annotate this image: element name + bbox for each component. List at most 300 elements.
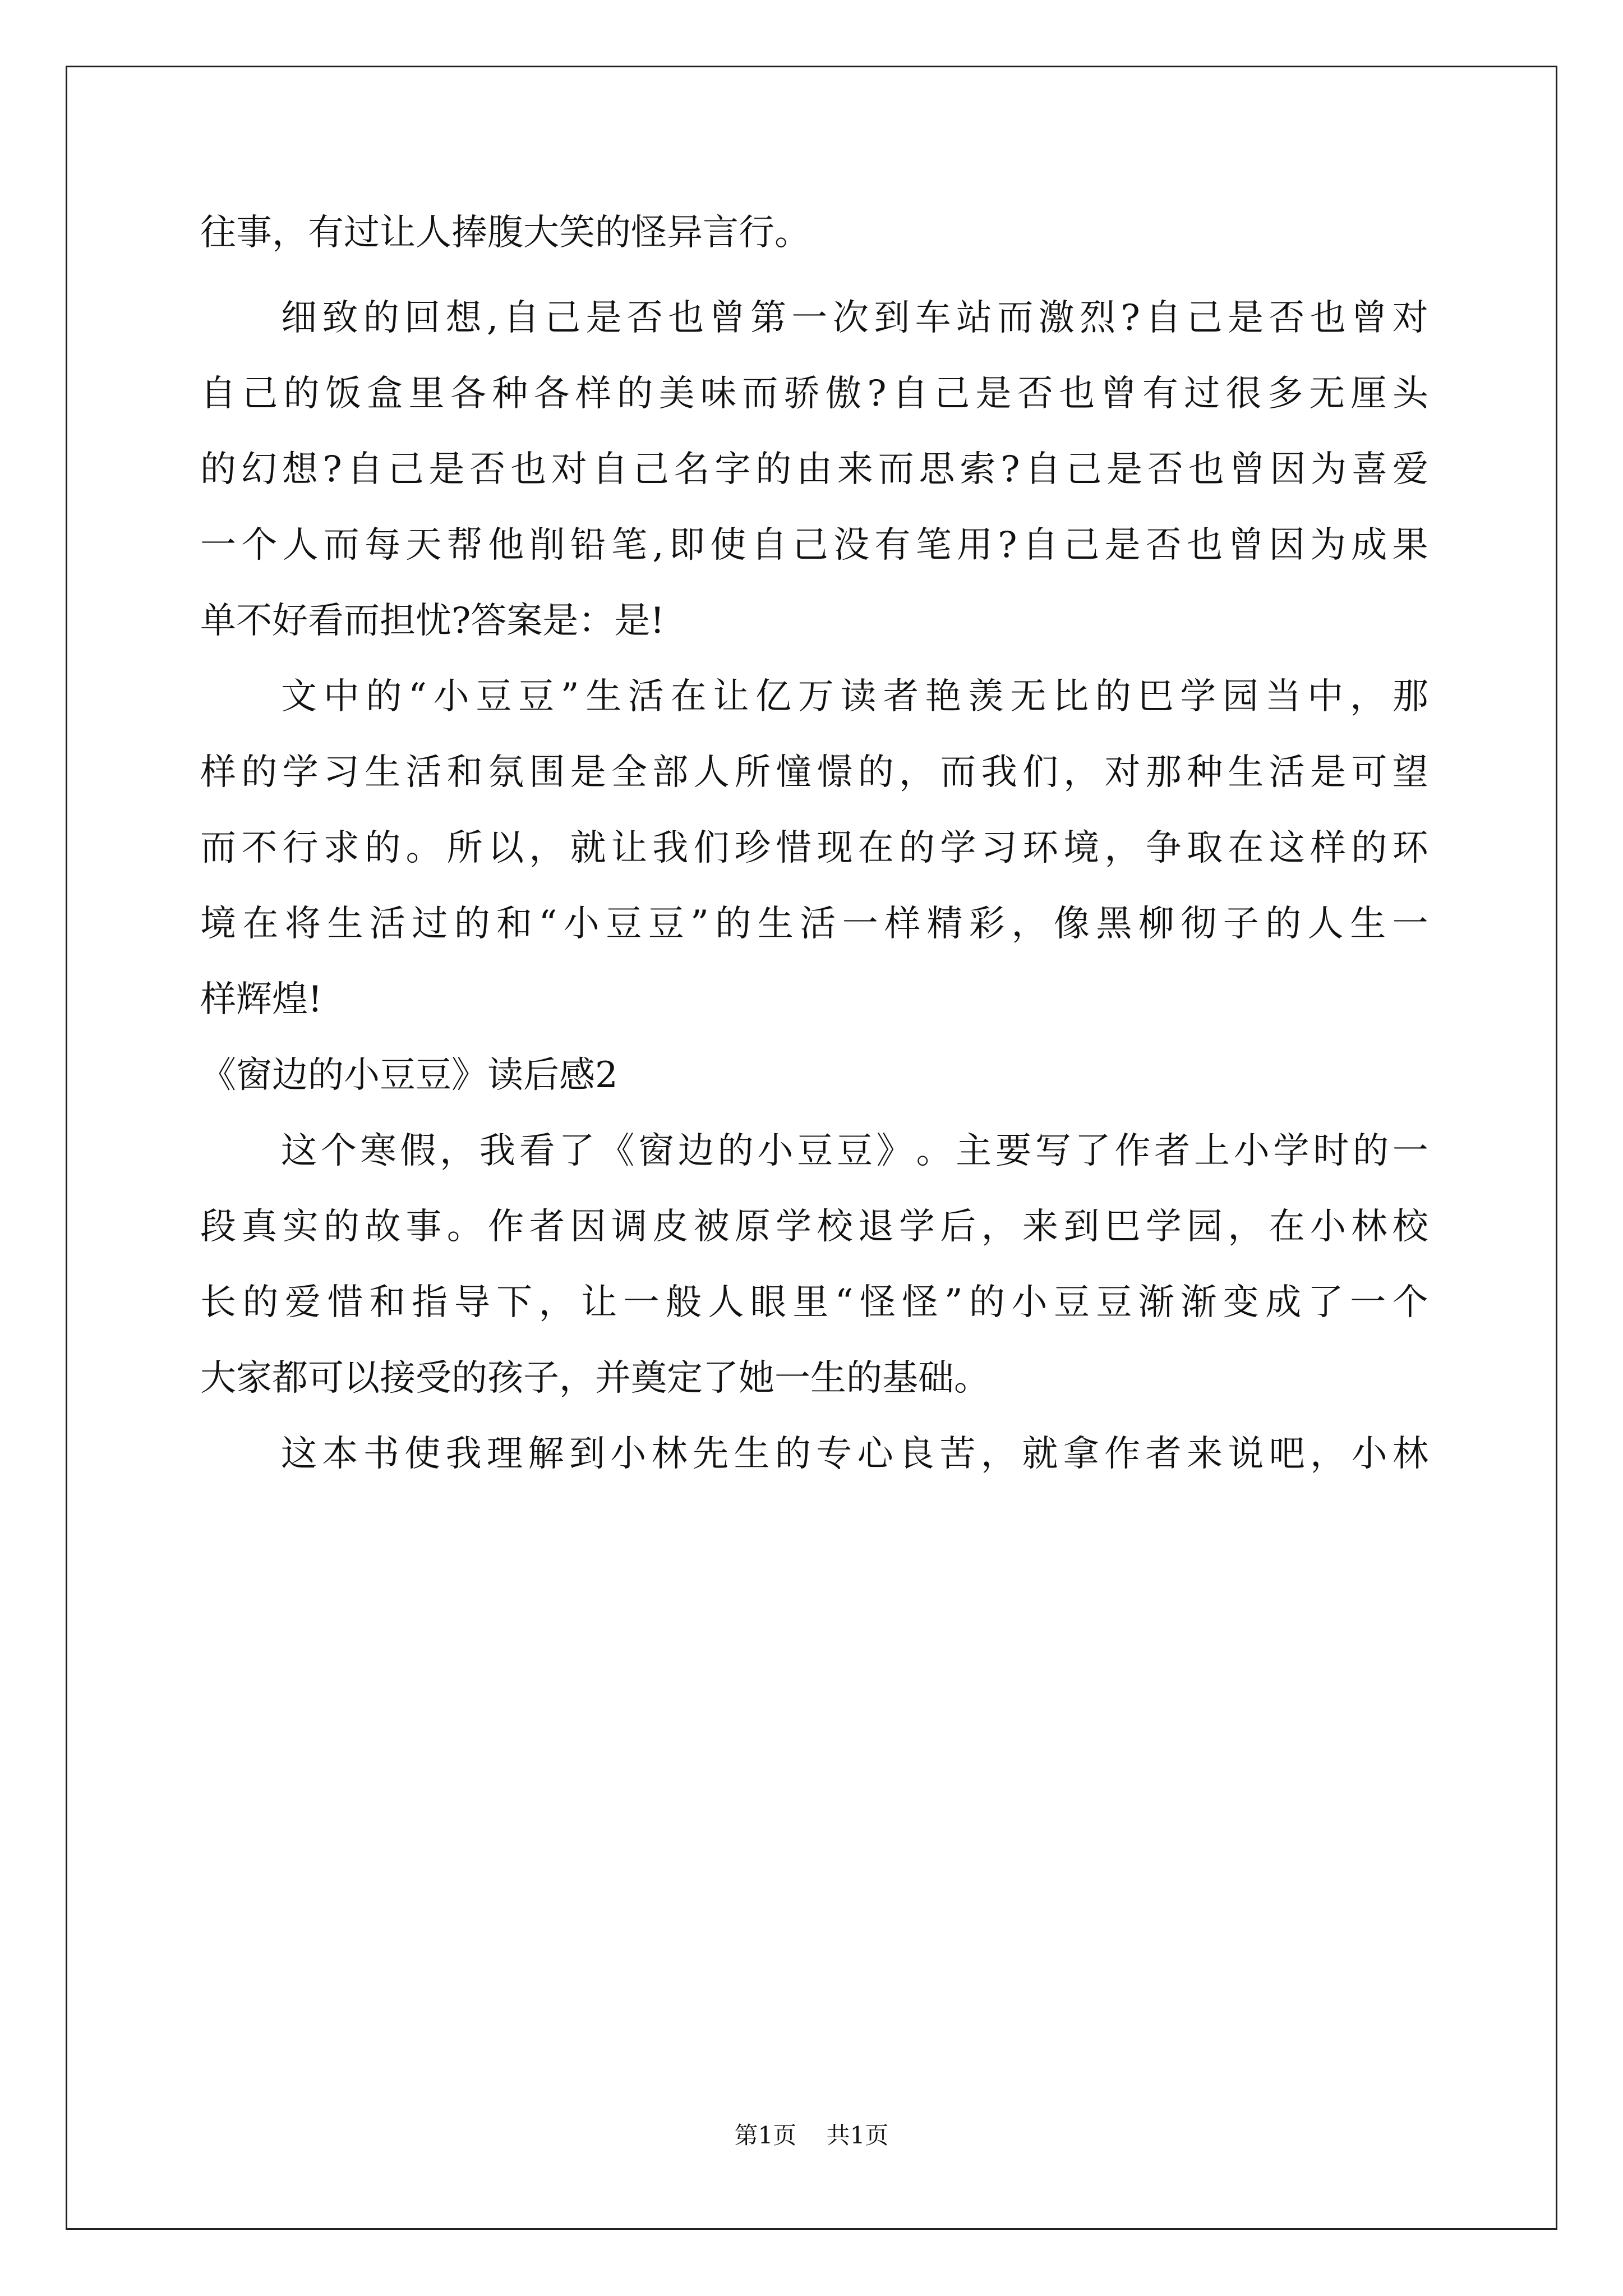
text-glyph: 而	[323, 524, 359, 566]
text-glyph: 自	[751, 524, 787, 566]
text-glyph: 般	[665, 1282, 702, 1323]
text-glyph: 样	[884, 903, 921, 945]
text-glyph: 环	[1022, 827, 1058, 869]
paragraph-line	[200, 447, 1428, 492]
text-glyph: 看	[519, 1130, 555, 1172]
text-glyph: 段	[200, 1206, 236, 1248]
text-glyph: 也	[668, 297, 704, 339]
text-glyph: 否	[469, 449, 506, 490]
text-glyph: 是	[1106, 449, 1143, 490]
text-glyph: 生	[757, 903, 794, 945]
text-glyph: 要	[995, 1130, 1032, 1172]
text-glyph: 巴	[1104, 1206, 1141, 1248]
page-number-footer: 第1页 共1页	[734, 2122, 889, 2149]
text-glyph: 而	[997, 297, 1034, 339]
text-glyph: 生	[365, 752, 401, 793]
text-glyph: 学	[776, 1206, 812, 1248]
text-glyph: 喜	[1352, 449, 1388, 490]
text-glyph: 车	[915, 297, 951, 339]
text-glyph: 部	[652, 752, 689, 793]
text-glyph: 学	[282, 752, 319, 793]
text-glyph: 否	[1269, 297, 1305, 339]
text-glyph: 人	[1307, 903, 1344, 945]
text-glyph: 生	[585, 676, 622, 717]
text-glyph: 珍	[734, 827, 771, 869]
text-glyph: 生	[1350, 903, 1386, 945]
text-glyph: 憧	[776, 752, 812, 793]
text-glyph: 林	[651, 1433, 688, 1475]
text-glyph: 学	[1273, 1130, 1310, 1172]
paragraph-line	[200, 1280, 1428, 1325]
text-glyph: 是	[428, 449, 465, 490]
paragraph-line	[200, 826, 1428, 871]
text-glyph: 己	[934, 373, 970, 415]
text-glyph: ，	[529, 827, 565, 869]
text-glyph: 良	[898, 1433, 935, 1475]
text-glyph: 的	[969, 1282, 1006, 1323]
text-glyph: 习	[981, 827, 1017, 869]
text-glyph: 彻	[1181, 903, 1217, 945]
text-glyph: 比	[1053, 676, 1089, 717]
text-glyph: 学	[940, 827, 976, 869]
text-glyph: 是	[1104, 524, 1141, 566]
text-glyph: 羡	[967, 676, 1004, 717]
text-glyph: 以	[488, 827, 524, 869]
text-glyph: 惜	[776, 827, 812, 869]
text-glyph: 学	[899, 1206, 935, 1248]
text-glyph: 样	[575, 373, 611, 415]
paragraph-line	[200, 674, 1428, 719]
text-glyph: 的	[715, 903, 751, 945]
text-glyph: 让	[581, 1282, 617, 1323]
text-glyph: 是	[570, 752, 606, 793]
text-glyph: 心	[857, 1433, 893, 1475]
text-glyph: ?	[867, 373, 887, 415]
text-glyph: ”	[944, 1282, 963, 1323]
text-glyph: 上	[1193, 1130, 1230, 1172]
text-glyph: 一	[623, 1282, 660, 1323]
text-glyph: 各	[533, 373, 570, 415]
text-glyph: 无	[1010, 676, 1046, 717]
text-glyph: 的	[717, 1130, 754, 1172]
text-glyph: 是	[585, 297, 622, 339]
text-glyph: 激	[1038, 297, 1075, 339]
text-glyph: 作	[488, 1206, 524, 1248]
text-glyph: 小	[1351, 1433, 1387, 1475]
text-glyph: 我	[981, 752, 1017, 793]
text-glyph: 过	[412, 903, 448, 945]
text-glyph: 削	[529, 524, 565, 566]
text-glyph: 亿	[755, 676, 792, 717]
text-glyph: 全	[611, 752, 647, 793]
text-glyph: 自	[892, 373, 928, 415]
text-glyph: 苦	[939, 1433, 976, 1475]
text-glyph: 书	[363, 1433, 399, 1475]
text-glyph: 望	[1392, 752, 1428, 793]
text-glyph: 很	[1225, 373, 1262, 415]
text-glyph: 憬	[817, 752, 853, 793]
paragraph-line	[200, 296, 1428, 341]
text-glyph: 果	[1392, 524, 1428, 566]
text-glyph: 回	[404, 297, 441, 339]
text-glyph: 当	[1265, 676, 1301, 717]
text-glyph: 无	[1309, 373, 1345, 415]
text-glyph: 在	[670, 676, 707, 717]
text-glyph: 为	[1310, 524, 1346, 566]
text-glyph: 美	[658, 373, 695, 415]
text-glyph: ，	[1104, 827, 1141, 869]
paragraph-line	[200, 750, 1428, 795]
text-glyph: 是	[1310, 752, 1347, 793]
text-glyph: 了	[1075, 1130, 1111, 1172]
text-glyph: 不	[241, 827, 278, 869]
text-glyph: 实	[282, 1206, 319, 1248]
text-glyph: 境	[200, 903, 236, 945]
text-glyph: 豆	[606, 903, 642, 945]
text-glyph: “	[408, 676, 427, 717]
text-glyph: 的	[365, 827, 401, 869]
text-glyph: 万	[797, 676, 834, 717]
text-glyph: 己	[633, 449, 669, 490]
text-glyph: 在	[1228, 827, 1264, 869]
text-glyph: 习	[323, 752, 359, 793]
text-glyph: 骄	[783, 373, 820, 415]
text-glyph: 林	[1351, 1206, 1387, 1248]
text-glyph: ?	[998, 524, 1017, 566]
text-glyph: 读	[840, 676, 877, 717]
text-glyph: 索	[960, 449, 996, 490]
text-glyph: ?	[1121, 297, 1140, 339]
text-glyph: 曾	[1351, 297, 1387, 339]
text-glyph: 自	[200, 373, 236, 415]
text-glyph: ”	[690, 903, 709, 945]
text-glyph: 求	[323, 827, 359, 869]
text-glyph: 里	[408, 373, 445, 415]
text-glyph: ,	[652, 524, 664, 566]
text-glyph: 曾	[709, 297, 745, 339]
paragraph-line	[200, 523, 1428, 568]
text-glyph: 园	[1187, 1206, 1223, 1248]
text-glyph: 。	[405, 827, 442, 869]
text-glyph: 将	[284, 903, 321, 945]
text-glyph: 而	[200, 827, 236, 869]
text-glyph: 生	[327, 903, 363, 945]
text-glyph: 》	[876, 1130, 912, 1172]
text-glyph: 次	[832, 297, 869, 339]
text-glyph: 活	[1269, 752, 1305, 793]
text-glyph: 头	[1392, 373, 1428, 415]
text-glyph: 学	[1180, 676, 1216, 717]
text-glyph: 艳	[925, 676, 961, 717]
text-glyph: 天	[405, 524, 442, 566]
text-glyph: 活	[369, 903, 405, 945]
text-glyph: 为	[1311, 449, 1347, 490]
text-glyph: 曾	[1100, 373, 1137, 415]
text-glyph: 怪	[902, 1282, 938, 1323]
text-glyph: 一	[842, 903, 878, 945]
text-glyph: ,	[486, 297, 499, 339]
text-glyph: 的	[1353, 1130, 1389, 1172]
text-glyph: 渐	[1181, 1282, 1217, 1323]
text-glyph: 解	[528, 1433, 564, 1475]
text-glyph: 在	[1269, 1206, 1305, 1248]
text-glyph: ?	[322, 449, 342, 490]
text-glyph: 过	[1184, 373, 1220, 415]
paragraph-line	[200, 1204, 1428, 1249]
text-glyph: 一	[791, 297, 828, 339]
text-glyph: ，	[980, 1433, 1017, 1475]
text-glyph: “	[538, 903, 557, 945]
text-glyph: 没	[833, 524, 870, 566]
text-glyph: 致	[322, 297, 358, 339]
text-glyph: 学	[1145, 1206, 1182, 1248]
text-glyph: 氛	[488, 752, 524, 793]
text-glyph: 由	[796, 449, 832, 490]
text-glyph: 的	[774, 1433, 811, 1475]
text-glyph: ，	[538, 1282, 575, 1323]
text-glyph: 豆	[1096, 1282, 1132, 1323]
text-glyph: 豆	[476, 676, 512, 717]
text-glyph: 想	[282, 449, 318, 490]
text-glyph: 在	[242, 903, 279, 945]
text-glyph: 校	[1392, 1206, 1428, 1248]
text-glyph: 对	[551, 449, 587, 490]
text-glyph: 也	[510, 449, 547, 490]
text-glyph: 作	[1104, 1433, 1141, 1475]
text-glyph: 人	[693, 752, 730, 793]
text-glyph: 的	[323, 1206, 359, 1248]
text-glyph: 怪	[859, 1282, 896, 1323]
text-glyph: 和	[446, 752, 483, 793]
text-glyph: 厘	[1350, 373, 1387, 415]
text-glyph: 细	[281, 297, 317, 339]
text-glyph: 者	[1154, 1130, 1191, 1172]
text-glyph: 说	[1228, 1433, 1264, 1475]
text-glyph: 味	[700, 373, 736, 415]
text-glyph: 。	[446, 1206, 483, 1248]
text-glyph: 小	[1233, 1130, 1270, 1172]
text-glyph: 是	[975, 373, 1012, 415]
text-glyph: 的	[241, 752, 278, 793]
text-glyph: 皮	[652, 1206, 689, 1248]
text-glyph: ，	[1011, 903, 1048, 945]
text-glyph: 铅	[570, 524, 606, 566]
text-glyph: 样	[200, 752, 236, 793]
text-glyph: 到	[569, 1433, 605, 1475]
text-glyph: 可	[1351, 752, 1387, 793]
text-glyph: 了	[559, 1130, 595, 1172]
text-glyph: 他	[488, 524, 524, 566]
text-glyph: 想	[445, 297, 482, 339]
text-glyph: 争	[1145, 827, 1182, 869]
paragraph-line: 单不好看而担忧?答案是：是!	[200, 600, 665, 642]
text-glyph: 曾	[1228, 524, 1264, 566]
text-glyph: 的	[1351, 827, 1387, 869]
text-glyph: 小	[433, 676, 469, 717]
text-glyph: 就	[1022, 1433, 1058, 1475]
text-glyph: 活	[405, 752, 442, 793]
text-glyph: 窗	[638, 1130, 675, 1172]
paragraph-line	[200, 1129, 1428, 1174]
text-glyph: 先	[693, 1433, 729, 1475]
text-glyph: 中	[323, 676, 359, 717]
text-glyph: 己	[792, 524, 828, 566]
text-glyph: 和	[496, 903, 533, 945]
text-glyph: 渐	[1138, 1282, 1174, 1323]
text-glyph: ，	[1063, 752, 1100, 793]
text-glyph: 在	[857, 827, 894, 869]
text-glyph: 这	[281, 1130, 317, 1172]
text-glyph: 事	[405, 1206, 442, 1248]
text-glyph: 的	[899, 827, 935, 869]
text-glyph: ，	[899, 752, 935, 793]
text-glyph: 用	[956, 524, 993, 566]
text-glyph: ?	[1000, 449, 1020, 490]
text-glyph: 豆	[518, 676, 555, 717]
text-glyph: 己	[242, 373, 278, 415]
text-glyph: 小	[757, 1130, 794, 1172]
text-glyph: 豆	[1053, 1282, 1090, 1323]
text-glyph: 己	[1066, 449, 1102, 490]
text-glyph: 自	[592, 449, 628, 490]
text-glyph: 傲	[825, 373, 861, 415]
text-glyph: 的	[617, 373, 653, 415]
text-glyph: 林	[1392, 1433, 1428, 1475]
text-glyph: 人	[708, 1282, 744, 1323]
text-glyph: 有	[874, 524, 911, 566]
text-glyph: 的	[1095, 676, 1131, 717]
text-glyph: 黑	[1096, 903, 1132, 945]
text-glyph: 我	[445, 1433, 482, 1475]
text-glyph: 拿	[1063, 1433, 1099, 1475]
paragraph-line: 大家都可以接受的孩子，并奠定了她一生的基础。	[200, 1358, 990, 1399]
text-glyph: 己	[388, 449, 424, 490]
text-glyph: 时	[1313, 1130, 1349, 1172]
text-glyph: 使	[710, 524, 746, 566]
text-glyph: 多	[1267, 373, 1303, 415]
text-glyph: 专	[816, 1433, 852, 1475]
text-glyph: 被	[693, 1206, 730, 1248]
text-glyph: 后	[940, 1206, 976, 1248]
text-glyph: 否	[1145, 524, 1182, 566]
text-glyph: 的	[857, 752, 894, 793]
text-glyph: 真	[241, 1206, 278, 1248]
text-glyph: 来	[837, 449, 873, 490]
text-glyph: 也	[1187, 524, 1223, 566]
text-glyph: 豆	[797, 1130, 833, 1172]
text-glyph: 来	[1022, 1206, 1058, 1248]
text-glyph: 成	[1351, 524, 1387, 566]
text-glyph: ，	[981, 1206, 1017, 1248]
paragraph-line	[200, 901, 1428, 946]
text-glyph: 而	[940, 752, 976, 793]
text-glyph: 行	[282, 827, 319, 869]
text-glyph: 本	[322, 1433, 358, 1475]
text-glyph: 子	[1223, 903, 1259, 945]
text-glyph: 己	[1186, 297, 1223, 339]
text-glyph: 自	[503, 297, 540, 339]
text-glyph: 曾	[1229, 449, 1265, 490]
text-glyph: 所	[446, 827, 483, 869]
text-glyph: 笔	[611, 524, 647, 566]
text-glyph: 《	[598, 1130, 635, 1172]
text-glyph: ，	[1350, 676, 1386, 717]
text-glyph: 个	[320, 1130, 357, 1172]
text-glyph: 原	[734, 1206, 771, 1248]
text-glyph: 们	[1022, 752, 1058, 793]
text-glyph: ”	[560, 676, 579, 717]
text-glyph: 各	[450, 373, 486, 415]
text-glyph: 这	[281, 1433, 317, 1475]
text-glyph: 的	[242, 1282, 279, 1323]
text-glyph: 活	[800, 903, 836, 945]
paragraph-line	[200, 1432, 1428, 1476]
text-glyph: 导	[454, 1282, 490, 1323]
text-glyph: 的	[200, 449, 236, 490]
text-glyph: 环	[1392, 827, 1428, 869]
text-glyph: 盒	[367, 373, 403, 415]
text-glyph: 小	[610, 1433, 647, 1475]
text-glyph: 即	[668, 524, 705, 566]
text-glyph: 的	[283, 373, 320, 415]
text-glyph: 幻	[241, 449, 277, 490]
text-glyph: 的	[366, 676, 402, 717]
text-glyph: 小	[1011, 1282, 1048, 1323]
text-glyph: 一	[1392, 903, 1428, 945]
text-glyph: 写	[1035, 1130, 1071, 1172]
text-glyph: 对	[1104, 752, 1141, 793]
text-glyph: 第	[750, 297, 787, 339]
text-glyph: 来	[1186, 1433, 1223, 1475]
text-glyph: 每	[365, 524, 401, 566]
paragraph-line	[200, 371, 1428, 416]
text-glyph: 小	[563, 903, 600, 945]
text-glyph: 否	[626, 297, 663, 339]
text-glyph: 变	[1223, 1282, 1259, 1323]
text-glyph: 园	[1222, 676, 1258, 717]
text-glyph: 站	[956, 297, 992, 339]
text-glyph: 否	[1147, 449, 1183, 490]
text-glyph: 一	[1350, 1282, 1386, 1323]
text-glyph: 名	[674, 449, 710, 490]
text-glyph: 自	[1022, 524, 1058, 566]
text-glyph: 长	[200, 1282, 236, 1323]
text-glyph: 因	[570, 1206, 606, 1248]
text-glyph: 自	[1025, 449, 1061, 490]
text-line: 往事，有过让人捧腹大笑的怪异言行。	[200, 212, 810, 254]
text-glyph: 和	[369, 1282, 405, 1323]
text-glyph: 那	[1145, 752, 1182, 793]
text-glyph: 那	[1392, 676, 1428, 717]
text-glyph: 的	[454, 903, 490, 945]
text-glyph: 所	[734, 752, 771, 793]
text-glyph: 有	[1142, 373, 1178, 415]
text-glyph: 文	[281, 676, 317, 717]
paragraph-line: 样辉煌!	[200, 979, 322, 1020]
text-glyph: 个	[1392, 1282, 1428, 1323]
text-glyph: 对	[1392, 297, 1428, 339]
text-glyph: 因	[1269, 524, 1305, 566]
text-glyph: 也	[1188, 449, 1224, 490]
text-glyph: 使	[404, 1433, 441, 1475]
text-glyph: 到	[874, 297, 910, 339]
text-glyph: 精	[926, 903, 963, 945]
text-glyph: 故	[365, 1206, 401, 1248]
text-glyph: 活	[628, 676, 664, 717]
text-glyph: 吧	[1269, 1433, 1305, 1475]
text-glyph: ，	[440, 1130, 476, 1172]
text-glyph: 下	[496, 1282, 533, 1323]
